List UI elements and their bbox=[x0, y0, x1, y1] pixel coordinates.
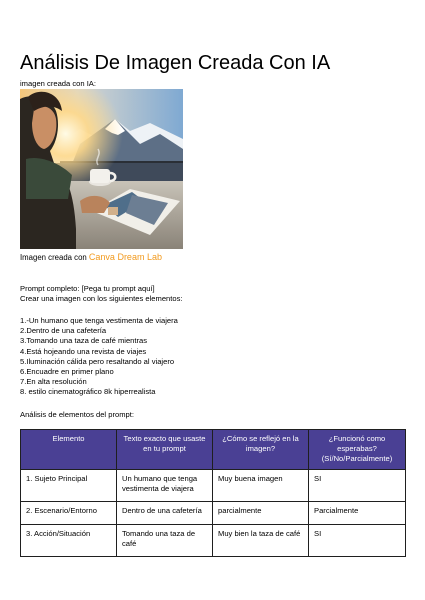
analysis-table bbox=[20, 429, 406, 557]
list-item: 5.Iluminación cálida pero resaltando al viajero bbox=[20, 356, 175, 366]
table-cell: Dentro de una cafetería bbox=[117, 501, 213, 524]
caption-brand: Canva Dream Lab bbox=[88, 252, 162, 262]
prompt-line: Prompt completo: [Pega tu prompt aquí] bbox=[20, 284, 155, 293]
list-item: 2.Dentro de una cafetería bbox=[20, 326, 107, 336]
column-header: Elemento bbox=[21, 430, 117, 470]
page-title: Análisis De Imagen Creada Con IA bbox=[20, 52, 331, 74]
table-cell: Un humano que tenga vestimenta de viajera bbox=[117, 469, 213, 501]
table-cell: SI bbox=[309, 469, 406, 501]
list-item: 4.Está hojeando una revista de viajes bbox=[20, 346, 147, 356]
image-caption bbox=[20, 252, 162, 262]
table-row bbox=[21, 469, 406, 501]
table-cell: Parcialmente bbox=[309, 501, 406, 524]
list-item: 1.-Un humano que tenga vestimenta de viajera bbox=[20, 316, 178, 325]
table-row bbox=[21, 501, 406, 524]
intro-label: imagen creada con IA: bbox=[20, 79, 96, 88]
table-row bbox=[21, 524, 406, 556]
column-header: Texto exacto que usaste en tu prompt bbox=[117, 430, 213, 470]
list-item: 6.Encuadre en primer plano bbox=[20, 367, 114, 377]
prompt-block bbox=[20, 284, 183, 304]
list-item: 3.Tomando una taza de café mientras bbox=[20, 336, 148, 346]
table-cell: Tomando una taza de café bbox=[117, 524, 213, 556]
prompt-elements-list bbox=[20, 316, 178, 398]
ai-generated-photo bbox=[20, 89, 183, 249]
analysis-label: Análisis de elementos del prompt: bbox=[20, 410, 134, 419]
table-cell: SI bbox=[309, 524, 406, 556]
list-item: 8. estilo cinematográfico 8k hiperrealista bbox=[20, 387, 156, 397]
table-cell: parcialmente bbox=[213, 501, 309, 524]
table-cell: Muy buena imagen bbox=[213, 469, 309, 501]
table-cell: 2. Escenario/Entorno bbox=[21, 501, 117, 524]
table-cell: 1. Sujeto Principal bbox=[21, 469, 117, 501]
table-header-row bbox=[21, 430, 406, 470]
list-item: 7.En alta resolución bbox=[20, 377, 87, 387]
prompt-line: Crear una imagen con los siguientes elementos: bbox=[20, 294, 183, 304]
table-cell: 3. Acción/Situación bbox=[21, 524, 117, 556]
column-header: ¿Funcionó como esperabas? (Sí/No/Parcialmente) bbox=[309, 430, 406, 470]
column-header: ¿Cómo se reflejó en la imagen? bbox=[213, 430, 309, 470]
caption-prefix: Imagen creada con bbox=[20, 253, 89, 262]
table-cell: Muy bien la taza de café bbox=[213, 524, 309, 556]
